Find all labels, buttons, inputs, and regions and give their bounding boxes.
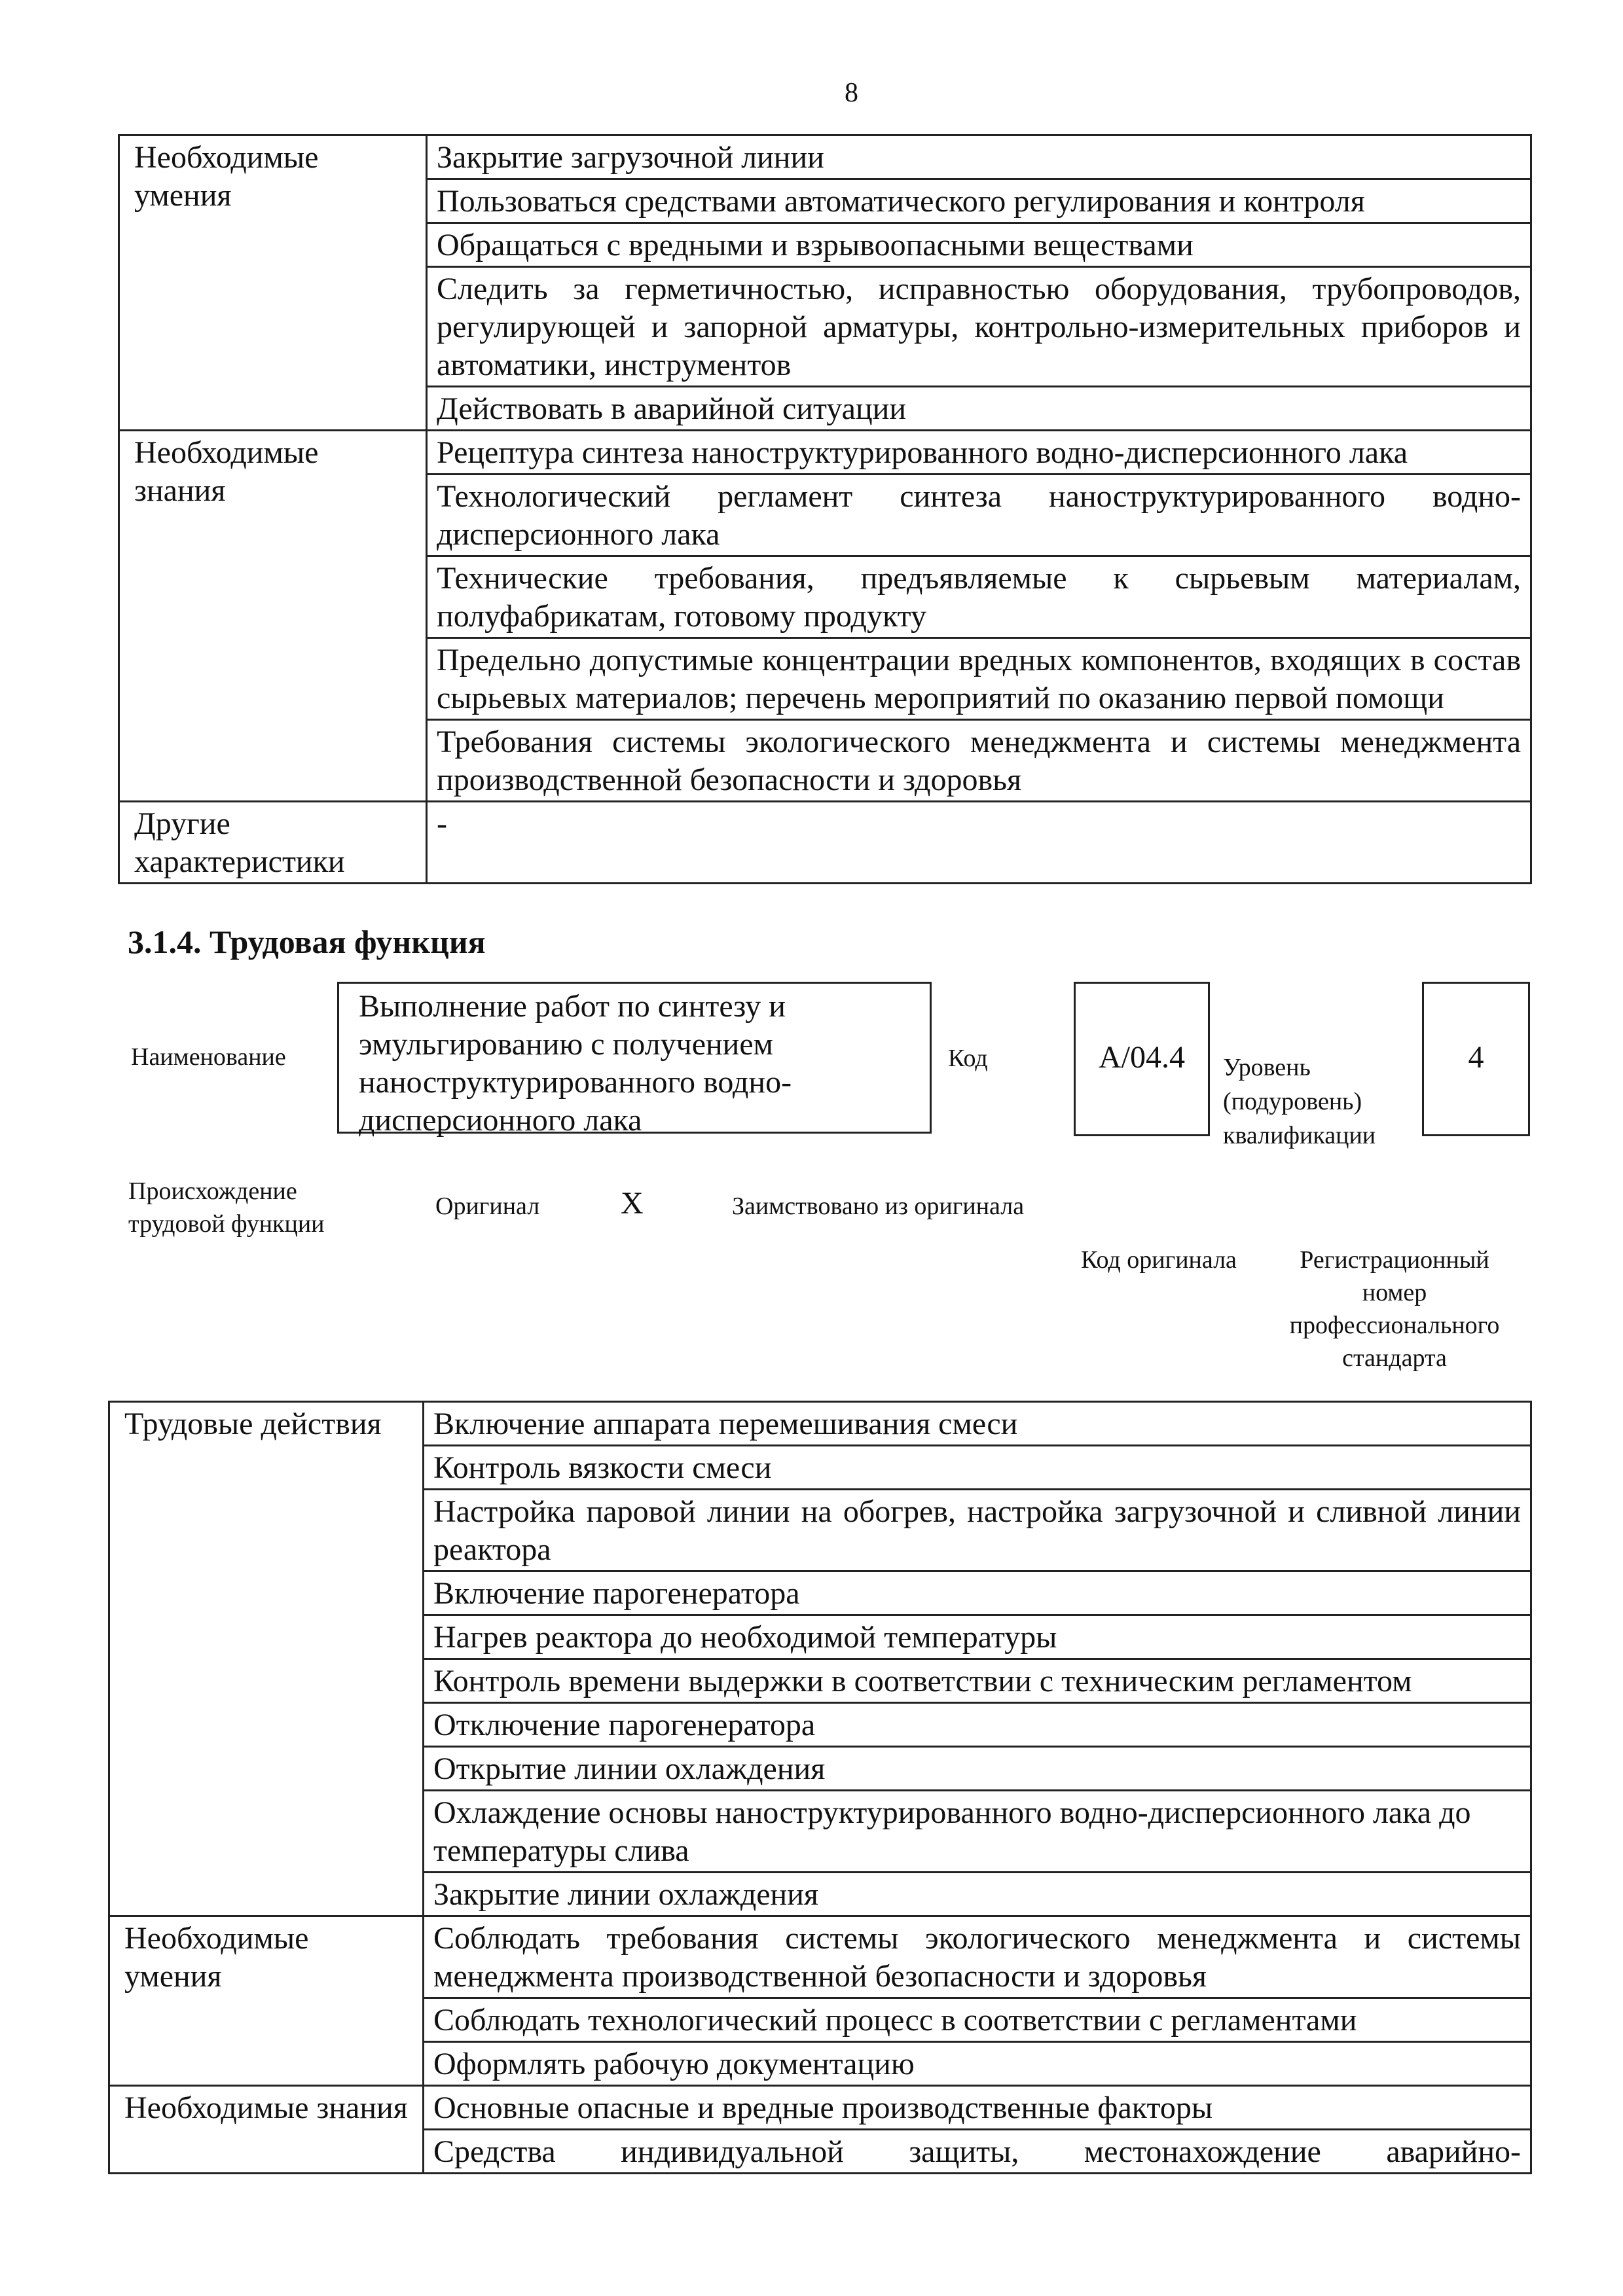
table-cell: Включение парогенератора bbox=[424, 1571, 1531, 1615]
table-cell: Предельно допустимые концентрации вредных компонентов, входящих в состав сырьевых материалов; перечень мероприятий по оказанию первой помощи bbox=[427, 638, 1531, 720]
page-number: 8 bbox=[845, 78, 858, 108]
code-original-label: Код оригинала bbox=[1081, 1246, 1237, 1274]
table-cell: Пользоваться средствами автоматического регулирования и контроля bbox=[427, 179, 1531, 223]
table-cell: Настройка паровой линии на обогрев, настройка загрузочной и сливной линии реактора bbox=[424, 1490, 1531, 1571]
table-cell: Закрытие загрузочной линии bbox=[427, 135, 1531, 179]
table-cell: Отключение парогенератора bbox=[424, 1703, 1531, 1747]
origin-label: Происхождение трудовой функции bbox=[128, 1177, 325, 1238]
table-cell: Следить за герметичностью, исправностью оборудования, трубопроводов, регулирующей и запорной арматуры, контрольно-измерительных приборов и автоматики, инструментов bbox=[427, 267, 1531, 387]
table-cell: Открытие линии охлаждения bbox=[424, 1747, 1531, 1791]
level-value: 4 bbox=[1468, 1040, 1484, 1075]
table-cell: Контроль вязкости смеси bbox=[424, 1446, 1531, 1490]
table-cell: Нагрев реактора до необходимой температуры bbox=[424, 1615, 1531, 1659]
original-label: Оригинал bbox=[435, 1193, 540, 1220]
section-title: 3.1.4. Трудовая функция bbox=[128, 924, 486, 960]
reg-number-label: Регистрационный номер профессионального стандарта bbox=[1289, 1246, 1500, 1372]
table-cell: Технические требования, предъявляемые к сырьевым материалам, полуфабрикатам, готовому продукту bbox=[427, 556, 1531, 638]
table-cell: Соблюдать технологический процесс в соответствии с регламентами bbox=[424, 1998, 1531, 2042]
table-cell: Требования системы экологического менеджмента и системы менеджмента производственной безопасности и здоровья bbox=[427, 720, 1531, 802]
row-label: Необходимые умения bbox=[109, 1916, 424, 2086]
original-mark: X bbox=[621, 1186, 644, 1221]
labor-function-table bbox=[108, 1401, 1532, 2174]
table-cell: - bbox=[427, 802, 1531, 884]
name-value: Выполнение работ по синтезу и эмульгированию с получением наноструктурированного водно-дисперсионного лака bbox=[359, 989, 792, 1138]
table-cell: Включение аппарата перемешивания смеси bbox=[424, 1402, 1531, 1446]
row-label: Необходимые умения bbox=[119, 135, 427, 431]
level-label: Уровень (подуровень) квалификации bbox=[1223, 1054, 1376, 1149]
table-cell: Технологический регламент синтеза наноструктурированного водно-дисперсионного лака bbox=[427, 475, 1531, 556]
code-box bbox=[1074, 982, 1210, 1136]
borrowed-label: Заимствовано из оригинала bbox=[732, 1193, 1025, 1220]
table-cell: Действовать в аварийной ситуации bbox=[427, 387, 1531, 431]
requirements-table-continued bbox=[118, 134, 1532, 884]
table-cell: Основные опасные и вредные производственные факторы bbox=[424, 2086, 1531, 2130]
row-label: Другие характеристики bbox=[119, 802, 427, 884]
level-box bbox=[1422, 982, 1530, 1136]
code-label: Код bbox=[948, 1045, 988, 1072]
table-cell: Средства индивидуальной защиты, местонахождение аварийно- bbox=[424, 2130, 1531, 2174]
row-label: Необходимые знания bbox=[109, 2086, 424, 2174]
row-label: Трудовые действия bbox=[109, 1402, 424, 1916]
table-cell: Рецептура синтеза наноструктурированного водно-дисперсионного лака bbox=[427, 431, 1531, 475]
name-box bbox=[337, 982, 932, 1138]
table-cell: Соблюдать требования системы экологического менеджмента и системы менеджмента производственной безопасности и здоровья bbox=[424, 1916, 1531, 1998]
table-cell: Контроль времени выдержки в соответствии с техническим регламентом bbox=[424, 1659, 1531, 1703]
table-cell: Оформлять рабочую документацию bbox=[424, 2042, 1531, 2086]
table-cell: Закрытие линии охлаждения bbox=[424, 1873, 1531, 1916]
row-label: Необходимые знания bbox=[119, 431, 427, 802]
table-cell: Охлаждение основы наноструктурированного водно-дисперсионного лака до температуры слива bbox=[424, 1791, 1531, 1873]
table-cell: Обращаться с вредными и взрывоопасными веществами bbox=[427, 223, 1531, 267]
code-value: A/04.4 bbox=[1099, 1040, 1185, 1075]
name-label: Наименование bbox=[131, 1043, 286, 1071]
